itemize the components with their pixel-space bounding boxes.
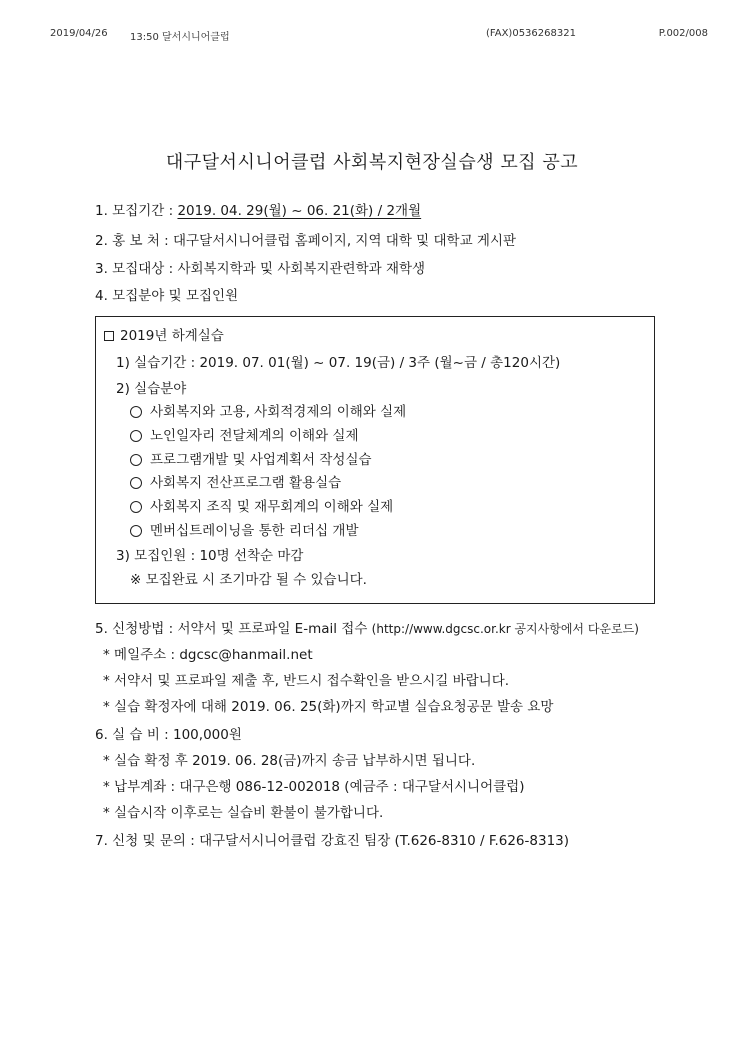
fee-pay: * 실습 확정 후 2019. 06. 28(금)까지 송금 납부하시면 됩니다. bbox=[103, 753, 476, 769]
box-header bbox=[104, 327, 224, 345]
area-text: 노인일자리 전달체계의 이해와 실제 bbox=[150, 428, 359, 444]
area-text: 멘버십트레이닝을 통한 리더십 개발 bbox=[150, 523, 359, 539]
circle-bullet-icon bbox=[130, 477, 142, 489]
apply-method bbox=[95, 620, 639, 638]
circle-bullet-icon bbox=[130, 501, 142, 513]
apply-email: * 메일주소 : dgcsc@hanmail.net bbox=[103, 647, 313, 663]
area-text: 사회복지 전산프로그램 활용실습 bbox=[150, 475, 342, 491]
circle-bullet-icon bbox=[130, 525, 142, 537]
item-target: 3. 모집대상 : 사회복지학과 및 사회복지관련학과 재학생 bbox=[95, 261, 426, 277]
area-item bbox=[130, 403, 406, 421]
square-icon bbox=[104, 331, 114, 341]
box-count: 3) 모집인원 : 10명 선착순 마감 bbox=[116, 548, 304, 564]
item-period-label: 1. 모집기간 : bbox=[95, 203, 178, 219]
box-areas-label: 2) 실습분야 bbox=[116, 381, 187, 397]
area-item bbox=[130, 522, 359, 540]
circle-bullet-icon bbox=[130, 406, 142, 418]
item-promo: 2. 홍 보 처 : 대구달서시니어클럽 홈페이지, 지역 대학 및 대학교 게시판 bbox=[95, 233, 517, 249]
box-header-text: 2019년 하계실습 bbox=[120, 328, 224, 344]
box-note: ※ 모집완료 시 조기마감 될 수 있습니다. bbox=[130, 572, 367, 588]
fax-number: (FAX)0536268321 bbox=[486, 28, 576, 39]
area-item bbox=[130, 427, 359, 445]
apply-official: * 실습 확정자에 대해 2019. 06. 25(화)까지 학교별 실습요청공문 발송 요망 bbox=[103, 699, 554, 715]
area-item bbox=[130, 498, 393, 516]
circle-bullet-icon bbox=[130, 454, 142, 466]
fee-title: 6. 실 습 비 : 100,000원 bbox=[95, 727, 242, 743]
area-text: 사회복지와 고용, 사회적경제의 이해와 실제 bbox=[150, 404, 407, 420]
apply-method-sub: (http://www.dgcsc.or.kr 공지사항에서 다운로드) bbox=[371, 622, 639, 636]
fax-page: P.002/008 bbox=[658, 28, 708, 39]
area-text: 프로그램개발 및 사업계획서 작성실습 bbox=[150, 452, 372, 468]
apply-method-main: 5. 신청방법 : 서약서 및 프로파일 E-mail 접수 bbox=[95, 621, 372, 637]
area-text: 사회복지 조직 및 재무회계의 이해와 실제 bbox=[150, 499, 394, 515]
circle-bullet-icon bbox=[130, 430, 142, 442]
fee-refund: * 실습시작 이후로는 실습비 환불이 불가합니다. bbox=[103, 805, 384, 821]
fax-header bbox=[50, 28, 708, 42]
fax-date: 2019/04/26 bbox=[50, 28, 108, 39]
item-field: 4. 모집분야 및 모집인원 bbox=[95, 288, 239, 304]
summer-program-box bbox=[95, 316, 655, 604]
box-period: 1) 실습기간 : 2019. 07. 01(월) ~ 07. 19(금) / 3주 (월~금 / 총120시간) bbox=[116, 355, 561, 371]
item-period bbox=[95, 202, 421, 220]
item-period-value: 2019. 04. 29(월) ~ 06. 21(화) / 2개월 bbox=[177, 203, 422, 219]
contact: 7. 신청 및 문의 : 대구달서시니어클럽 강효진 팀장 (T.626-8310 / F.626-8313) bbox=[95, 833, 570, 849]
area-item bbox=[130, 474, 341, 492]
area-item bbox=[130, 451, 372, 469]
apply-confirm: * 서약서 및 프로파일 제출 후, 반드시 접수확인을 받으시길 바랍니다. bbox=[103, 673, 510, 689]
fee-account: * 납부계좌 : 대구은행 086-12-002018 (예금주 : 대구달서시니어클럽) bbox=[103, 779, 525, 795]
page-title: 대구달서시니어클럽 사회복지현장실습생 모집 공고 bbox=[165, 152, 579, 173]
fax-time-sender: 13:50 달서시니어클럽 bbox=[130, 32, 230, 43]
